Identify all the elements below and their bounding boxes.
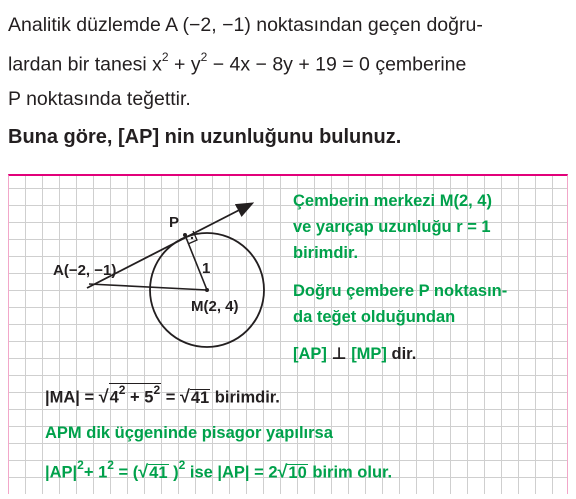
explanation-line-3: birimdir. bbox=[293, 244, 359, 262]
label-A: A(−2, −1) bbox=[53, 262, 117, 279]
problem-line-1: Analitik düzlemde A (−2, −1) noktasından geçen doğru- bbox=[8, 14, 483, 36]
explanation-line-6: [AP] ⊥ [MP] dir. bbox=[293, 345, 417, 363]
problem-line-3: P noktasında teğettir. bbox=[8, 87, 191, 110]
ma-equation: $|MA| = √4^2 + 5^2 = √41$ birimdir. bbox=[45, 383, 280, 407]
question-text: Buna göre, [AP] nin uzunluğunu bulunuz. bbox=[8, 126, 402, 148]
label-r: 1 bbox=[202, 260, 211, 277]
explanation-line-1: Çemberin merkezi M(2, 4) bbox=[293, 192, 492, 210]
right-angle-dot bbox=[191, 237, 193, 239]
explanation-line-2: ve yarıçap uzunluğu r = 1 bbox=[293, 218, 491, 236]
label-M: M(2, 4) bbox=[191, 298, 239, 315]
pisagor-text: APM dik üçgeninde pisagor yapılırsa bbox=[45, 424, 333, 442]
point-M bbox=[205, 288, 209, 292]
ap-equation: $|AP|^2+ 1^2 = (√41$ )$^2$ ise |AP| = 2√10 birim olur. bbox=[45, 458, 393, 482]
problem-line-2: lardan bir tanesi $x^2 + y^2 - 4x - 8y + 19 = 0$ çemberine bbox=[8, 50, 467, 76]
label-P: P bbox=[169, 214, 180, 231]
problem-statement bbox=[8, 8, 568, 116]
point-P bbox=[183, 233, 187, 237]
explanation-line-5: da teğet olduğundan bbox=[293, 308, 456, 326]
solution-panel bbox=[8, 174, 568, 494]
explanation-line-4: Doğru çembere P noktasın- bbox=[293, 282, 508, 300]
segment-MA bbox=[89, 284, 207, 290]
